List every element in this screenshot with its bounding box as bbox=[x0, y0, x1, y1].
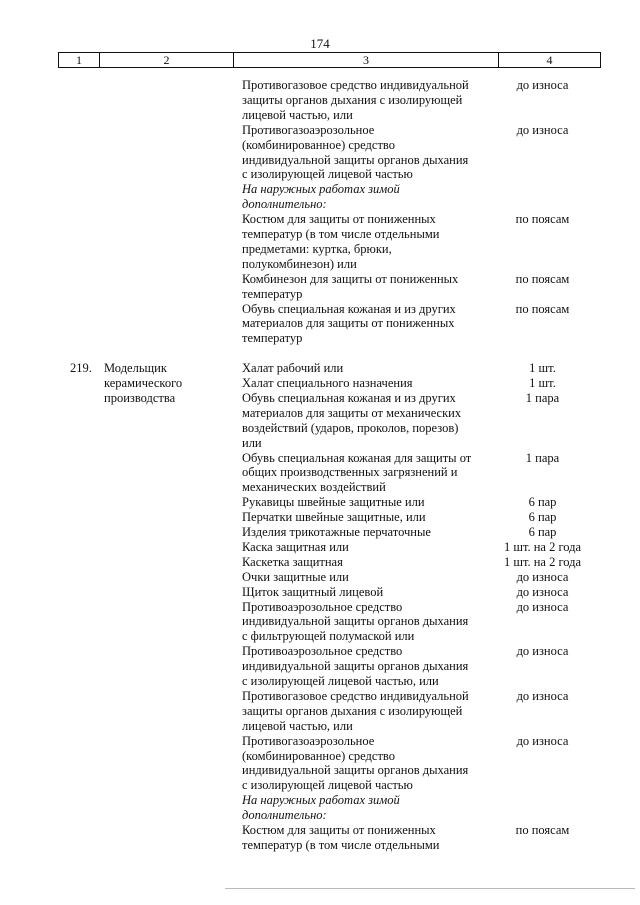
norm-cell: до износа bbox=[516, 688, 569, 703]
item-cell: Костюм для защиты от пониженных bbox=[242, 823, 436, 837]
table-line bbox=[0, 659, 640, 674]
table-line bbox=[0, 525, 640, 540]
item-cell: индивидуальной защиты органов дыхания bbox=[242, 763, 469, 778]
table-line bbox=[0, 719, 640, 734]
norm-cell: по поясам bbox=[515, 823, 570, 837]
header-col-4: 4 bbox=[546, 53, 553, 67]
item-cell: Обувь специальная кожаная для защиты от bbox=[242, 450, 472, 465]
table-line bbox=[0, 778, 640, 793]
table-line bbox=[0, 376, 640, 391]
item-cell: предметами: куртка, брюки, bbox=[242, 241, 392, 256]
item-cell: Каска защитная или bbox=[242, 539, 349, 554]
item-cell: индивидуальной защиты органов дыхания bbox=[242, 152, 469, 167]
table-line bbox=[0, 436, 640, 451]
table-line bbox=[0, 182, 640, 197]
item-cell: дополнительно: bbox=[242, 197, 327, 212]
table-line bbox=[0, 153, 640, 168]
item-cell: Халат специального назначения bbox=[242, 376, 413, 390]
row-number: 219. bbox=[70, 361, 92, 376]
table-line bbox=[0, 704, 640, 719]
item-cell: материалов для защиты от механических bbox=[242, 405, 462, 420]
item-cell: температур (в том числе отдельными bbox=[242, 837, 440, 852]
table-line bbox=[0, 138, 640, 153]
table-line bbox=[0, 391, 640, 406]
table-line bbox=[0, 316, 640, 331]
table-line bbox=[0, 495, 640, 510]
table-line bbox=[0, 555, 640, 570]
table-line bbox=[0, 540, 640, 555]
item-cell: Очки защитные или bbox=[242, 569, 349, 584]
item-cell: защиты органов дыхания с изолирующей bbox=[242, 703, 463, 718]
table-line bbox=[0, 808, 640, 823]
norm-cell: до износа bbox=[516, 644, 569, 659]
page-number: 174 bbox=[310, 36, 330, 51]
table-line bbox=[0, 629, 640, 644]
norm-cell: 1 шт. bbox=[529, 376, 556, 390]
header-col-1: 1 bbox=[59, 53, 100, 67]
item-cell: Противоаэрозольное средство bbox=[242, 599, 403, 614]
norm-cell: 1 пара bbox=[525, 450, 560, 465]
norm-cell: до износа bbox=[516, 733, 569, 748]
item-cell: Щиток защитный лицевой bbox=[242, 584, 384, 599]
item-cell: (комбинированное) средство bbox=[242, 748, 395, 763]
item-cell: Противогазоаэрозольное bbox=[242, 122, 375, 137]
table-line bbox=[0, 614, 640, 629]
table-header-row bbox=[58, 52, 601, 68]
item-cell: полукомбинезон) или bbox=[242, 256, 357, 271]
item-cell: индивидуальной защиты органов дыхания bbox=[242, 659, 469, 674]
table-line bbox=[0, 600, 640, 615]
item-cell: Перчатки швейные защитные, или bbox=[242, 510, 426, 525]
table-line bbox=[0, 480, 640, 495]
table-line bbox=[0, 451, 640, 466]
table-line bbox=[0, 108, 640, 123]
table-line bbox=[0, 465, 640, 480]
table-line bbox=[0, 734, 640, 749]
profession-cell: производства bbox=[104, 390, 176, 405]
table-line bbox=[0, 763, 640, 778]
header-col-2: 2 bbox=[100, 53, 234, 67]
table-line bbox=[0, 302, 640, 317]
table-line bbox=[0, 212, 640, 227]
profession-cell: керамического bbox=[104, 376, 183, 390]
item-cell: (комбинированное) средство bbox=[242, 137, 395, 152]
item-cell: Противогазоаэрозольное bbox=[242, 733, 375, 748]
item-cell: с фильтрующей полумаской или bbox=[242, 629, 415, 644]
item-cell: Обувь специальная кожаная и из других bbox=[242, 301, 456, 316]
table-line bbox=[0, 421, 640, 436]
item-cell: механических воздействий bbox=[242, 480, 386, 495]
item-cell: воздействий (ударов, проколов, порезов) bbox=[242, 420, 459, 435]
norm-cell: по поясам bbox=[515, 271, 570, 286]
table-line bbox=[0, 257, 640, 272]
table-line bbox=[0, 197, 640, 212]
item-cell: лицевой частью, или bbox=[242, 718, 353, 733]
table-line bbox=[0, 227, 640, 242]
table-line bbox=[0, 361, 640, 376]
table-line bbox=[0, 242, 640, 257]
table-line bbox=[0, 793, 640, 808]
item-cell: На наружных работах зимой bbox=[242, 793, 400, 808]
table-line bbox=[0, 78, 640, 93]
norm-cell: 1 шт. bbox=[529, 361, 556, 376]
table-line bbox=[0, 406, 640, 421]
item-cell: Изделия трикотажные перчаточные bbox=[242, 525, 431, 539]
profession-cell: Модельщик bbox=[104, 361, 167, 376]
norm-cell: до износа bbox=[516, 78, 569, 92]
item-cell: материалов для защиты от пониженных bbox=[242, 316, 455, 331]
item-cell: температур (в том числе отдельными bbox=[242, 227, 440, 241]
norm-cell: до износа bbox=[516, 599, 569, 614]
item-cell: Комбинезон для защиты от пониженных bbox=[242, 271, 459, 286]
header-col-3: 3 bbox=[234, 53, 499, 67]
table-line bbox=[0, 674, 640, 689]
item-cell: температур bbox=[242, 331, 303, 346]
norm-cell: до износа bbox=[516, 122, 569, 137]
item-cell: Противоаэрозольное средство bbox=[242, 644, 403, 659]
item-cell: Противогазовое средство индивидуальной bbox=[242, 688, 469, 703]
norm-cell: 1 шт. на 2 года bbox=[503, 554, 582, 569]
item-cell: с изолирующей лицевой частью bbox=[242, 778, 413, 793]
table-line bbox=[0, 331, 640, 346]
item-cell: Халат рабочий или bbox=[242, 361, 344, 376]
table-line bbox=[0, 346, 640, 361]
table-line bbox=[0, 167, 640, 182]
item-cell: индивидуальной защиты органов дыхания bbox=[242, 614, 469, 629]
table-line bbox=[0, 689, 640, 704]
item-cell: На наружных работах зимой bbox=[242, 182, 400, 197]
norm-cell: по поясам bbox=[515, 212, 570, 227]
table-line bbox=[0, 272, 640, 287]
item-cell: лицевой частью, или bbox=[242, 107, 353, 122]
norm-cell: до износа bbox=[516, 569, 569, 584]
table-line bbox=[0, 644, 640, 659]
norm-cell: до износа bbox=[516, 584, 569, 599]
norm-cell: 1 шт. на 2 года bbox=[503, 539, 582, 554]
norm-cell: 1 пара bbox=[525, 390, 560, 405]
item-cell: Рукавицы швейные защитные или bbox=[242, 495, 425, 510]
table-line bbox=[0, 585, 640, 600]
norm-cell: по поясам bbox=[515, 301, 570, 316]
table-line bbox=[0, 93, 640, 108]
table-line bbox=[0, 570, 640, 585]
bottom-rule bbox=[225, 888, 635, 889]
item-cell: Костюм для защиты от пониженных bbox=[242, 212, 436, 227]
item-cell: Обувь специальная кожаная и из других bbox=[242, 390, 456, 405]
table-line bbox=[0, 123, 640, 138]
table-line bbox=[0, 838, 640, 853]
table-line bbox=[0, 823, 640, 838]
item-cell: или bbox=[242, 435, 262, 450]
table-line bbox=[0, 749, 640, 764]
table-line bbox=[0, 510, 640, 525]
norm-cell: 6 пар bbox=[528, 510, 557, 525]
norm-cell: 6 пар bbox=[528, 525, 557, 539]
item-cell: дополнительно: bbox=[242, 808, 327, 823]
item-cell: с изолирующей лицевой частью bbox=[242, 167, 413, 182]
norm-cell: 6 пар bbox=[528, 495, 557, 510]
item-cell: общих производственных загрязнений и bbox=[242, 465, 458, 480]
table-line bbox=[0, 287, 640, 302]
item-cell: Каскетка защитная bbox=[242, 554, 343, 569]
item-cell: защиты органов дыхания с изолирующей bbox=[242, 92, 463, 107]
item-cell: температур bbox=[242, 286, 303, 301]
item-cell: с изолирующей лицевой частью, или bbox=[242, 674, 439, 688]
item-cell: Противогазовое средство индивидуальной bbox=[242, 78, 469, 92]
